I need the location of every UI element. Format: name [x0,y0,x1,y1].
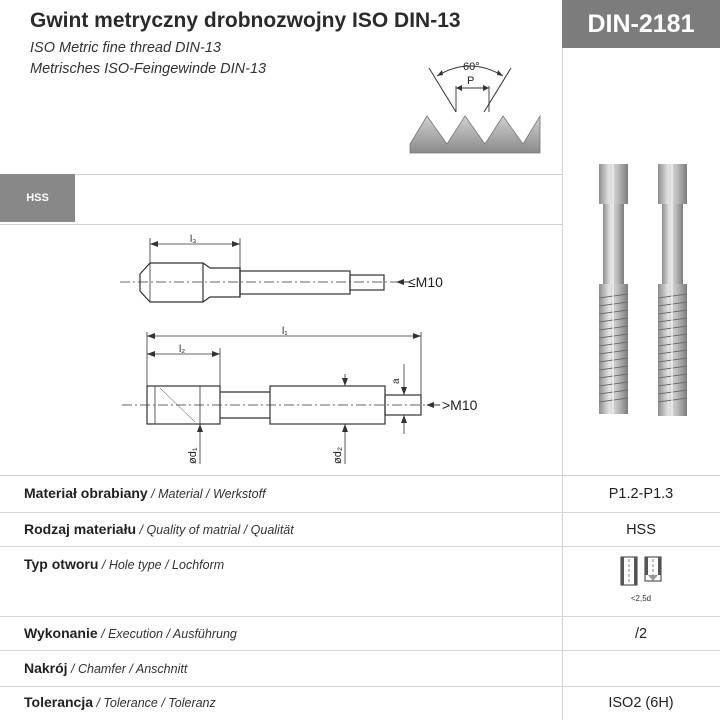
spec-label-main: Tolerancja [24,694,93,710]
spec-label-translation: / Tolerance / Toleranz [93,696,216,710]
technical-drawing [0,224,562,474]
spec-label-main: Nakrój [24,659,68,676]
spec-row-material [0,476,720,513]
spec-label-translation: / Material / Werkstoff [147,487,266,501]
spec-row-execution [0,617,720,651]
spec-row-hole-type [0,547,720,617]
thread-pitch-label: P [467,75,475,87]
hole-type-icon [611,555,671,589]
size-label-small: ≤M10 [408,274,443,290]
spec-row-chamfer [0,651,720,687]
spec-label-main: Rodzaj materiału [24,520,137,537]
spec-label [0,694,562,712]
spec-label-translation: / Hole type / Lochform [98,558,225,572]
spec-value [562,547,720,603]
spec-label-main: Wykonanie [24,624,98,641]
subtitle-german: Metrisches ISO-Feingewinde DIN-13 [30,61,267,77]
spec-value: ISO2 (6H) [608,695,674,711]
dimension-label-a: a [391,378,402,384]
spec-row-tolerance [0,687,720,719]
dimension-label-l1: l₁ [282,326,288,337]
spec-label-main: Materiał obrabiany [24,485,148,501]
spec-label-translation: / Execution / Ausführung [97,626,237,641]
material-tag: HSS [0,174,75,222]
spec-row-quality [0,513,720,547]
spec-label [0,625,562,643]
page-title: Gwint metryczny drobnozwojny ISO DIN-13 [30,9,461,32]
spec-label-translation: / Quality of matrial / Qualität [136,522,294,537]
hole-depth-note: <2,5d [630,594,652,603]
spec-label [0,547,562,574]
tap-photo [563,48,720,475]
diameter-label-d1: ød₁ [187,447,199,464]
subtitle-english: ISO Metric fine thread DIN-13 [30,40,221,56]
size-label-large: >M10 [442,397,478,413]
spec-value: HSS [626,521,656,538]
tap-drawing-small [140,263,384,302]
spec-label [0,660,562,678]
material-band [0,174,562,225]
spec-label [0,521,562,539]
spec-value: /2 [634,625,648,642]
tap-left [599,164,628,414]
standard-code-badge: DIN-2181 [562,0,720,48]
spec-label-main: Typ otworu [24,556,99,572]
diameter-label-d2: ød₂ [332,446,344,464]
dimension-label-l2: l₂ [179,344,186,355]
tap-right [658,164,687,416]
thread-angle-label: 60° [463,61,480,73]
dimension-label-l3: l₃ [190,234,197,245]
spec-value: P1.2-P1.3 [608,486,674,502]
spec-label [0,485,562,503]
spec-label-translation: / Chamfer / Anschnitt [67,661,188,676]
thread-profile-diagram [405,48,545,158]
